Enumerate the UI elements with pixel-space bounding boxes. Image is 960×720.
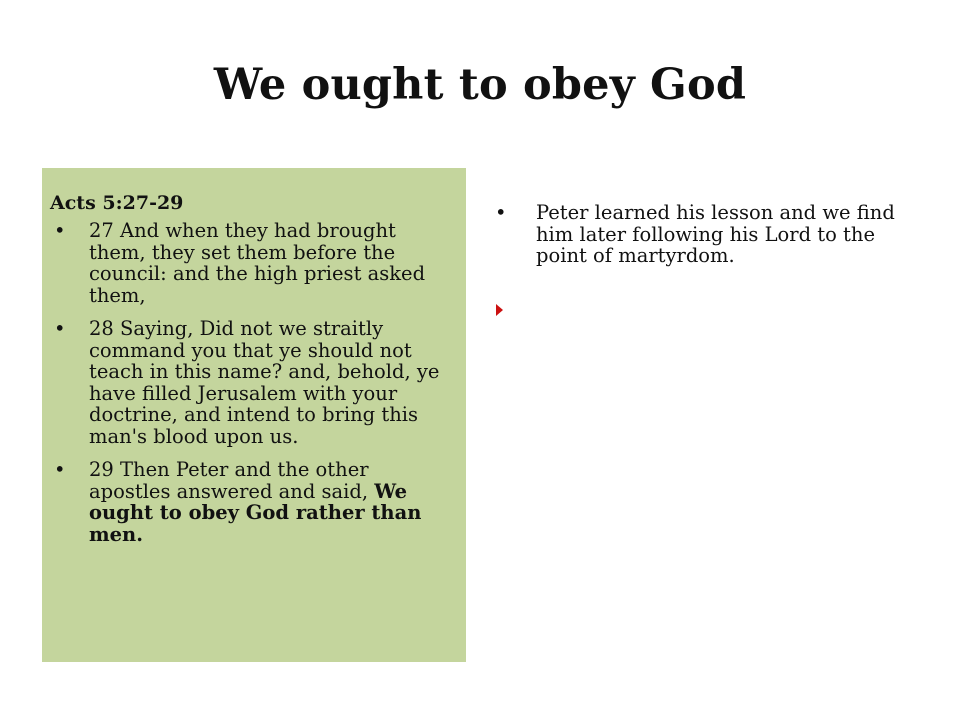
commentary-panel	[492, 202, 922, 279]
verse-text: 28 Saying, Did not we straitly command you that ye should not teach in this name? and, behold, ye have filled Jerusalem with your doctrine, and intend to bring this man's blood upon us.	[89, 317, 440, 448]
scripture-panel	[42, 168, 466, 662]
bullet-icon: •	[54, 458, 66, 481]
verse-item	[48, 220, 452, 306]
verse-item	[48, 459, 452, 545]
scripture-reference: Acts 5:27-29	[50, 192, 184, 214]
commentary-list	[492, 202, 922, 267]
verse-text: 27 And when they had brought them, they set them before the council: and the high priest asked them,	[89, 219, 426, 307]
bullet-icon: •	[495, 201, 507, 224]
bullet-icon: •	[54, 219, 66, 242]
verse-list	[48, 220, 452, 545]
commentary-text: Peter learned his lesson and we find him later following his Lord to the point of martyrdom.	[536, 201, 895, 267]
bullet-icon: •	[54, 317, 66, 340]
commentary-item	[492, 202, 922, 267]
verse-item	[48, 318, 452, 447]
red-arrow-bullet-icon	[496, 304, 503, 316]
slide-title: We ought to obey God	[213, 60, 747, 110]
verse-emphasis: We ought to obey God rather than men.	[89, 479, 422, 546]
verse-text: 29 Then Peter and the other apostles answered and said,	[89, 458, 375, 503]
